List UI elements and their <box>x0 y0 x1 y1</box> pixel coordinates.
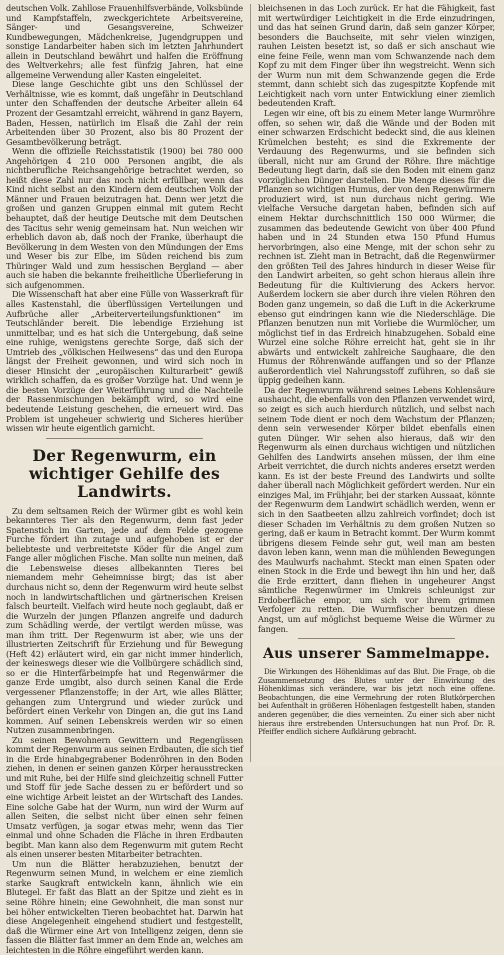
right-paragraph-1: bleichsenen in das Loch zurück. Er hat die Fähigkeit, fast mit wertwürdiger Leichtigkeit in die Erde einzudringen, und das hat seinen Grund darin, daß sein ganzer Körper, besonders die Bauchseite, mit sehr vielen winzigen, rauhen Leisten besetzt ist, so daß er sich anschaut wie eine feine Feile, wenn man vom Schwanzende nach dem Kopf zu mit dem Finger über ihn wegstreicht. Wenn sich der Wurm nun mit dem Schwanzende gegen die Erde stemmt, dann schiebt sich das zugespitzte Kopfende mit Leichtigkeit nach vorn unter Entwicklung einer ziemlich bedeutenden Kraft. <box>258 3 495 109</box>
section-title: Aus unserer Sammelmappe. <box>263 646 490 663</box>
left-column <box>6 4 243 955</box>
right-paragraph-2: Legen wir eine, oft bis zu einem Meter lange Wurmröhre offen, so sehen wir, daß die Wände und der Boden mit einer schwarzen Erdschicht bedeckt sind, die aus kleinen Krümelchen besteht; es sind die Exkremente der Verdauung des Regenwurms, und sie befinden sich überall, nicht nur am Grund der Röhre. Ihre mächtige Bedeutung liegt darin, daß sie den Boden mit einem ganz vorzüglichen Dünger darstellen. Die Menge dieses für die Pflanzen so wichtigen Humus, der von den Regenwürmern produziert wird, ist nun durchaus nicht gering. Wie vielfache Versuche dargetan haben, befinden sich auf einem Hektar durchschnittlich 150 000 Würmer, die zusammen das bedeutende Gewicht von über 400 Pfund haben und in 24 Stunden etwa 150 Pfund Humus hervorbringen, also eine Menge, mit der schon sehr zu rechnen ist. Zieht man in Betracht, daß die Regenwürmer den größten Teil des Jahres hindurch in dieser Weise für den Landwirt arbeiten, so geht schon hieraus allein ihre Bedeutung für die Kultivierung des Ackers hervor. Außerdem lockern sie aber durch ihre vielen Röhren den Boden ganz ungemein, so daß die Luft in die Ackerkrume ebenso gut eindringen kann wie die Niederschläge. Die Pflanzen benutzen nun mit Vorliebe die Wurmlöcher, um möglichst tief in das Erdreich hinabzugehen. Sobald eine Wurzel eine solche Röhre erreicht hat, geht sie in ihr abwärts und entwickelt zahlreiche Saughaare, die den Humus der Röhrenwände auffangen und so der Pflanze außerordentlich viel Nahrungsstoff zuführen, so daß sie üppig gedeihen kann. <box>258 108 495 386</box>
article-paragraph-3: Um nun die Blätter herabzuziehen, benutzt der Regenwurm seinen Mund, in welchem er eine ziemlich starke Saugkraft entwickeln kann, ähnlich wie ein Blutegel. Er faßt das Blatt an der Spitze und zieht es in seine Röhre hinein; eine Gewohnheit, die man sonst nur bei höher entwickelten Tieren beobachtet hat. Darwin hat diese Angelegenheit eingehend studiert und festgestellt, daß die Würmer eine Art von Intelligenz zeigen, denn sie fassen die Blätter fast immer an dem Ende an, welches am leichtesten in die Röhre eingeführt werden kann. <box>6 858 243 955</box>
article-paragraph-2: Zu seinen Bewohnern Gewittern und Regengüssen kommt der Regenwurm aus seinen Erdbauten, die sich tief in die Erde hinabgegrabener Bodenröhren in den Boden ziehen, in denen er seinen ganzen Körper herausstrecken und mit Ruhe, bei der Hilfe sind gleichzeitig schnell Futter und Stoff für jede Sache dessen zu er befördert und so eine wichtige Arbeit leistet an der Wirtschaft des Landes. Eine solche Gabe hat der Wurm, nun wird der Wurm auf allen Seiten, die selbst nicht über einen sehr feinen Umsatz verfügen, ja sogar etwas mehr, wenn das Tier einmal und ohne Schaden die Fläche in ihren Erdbauten begibt. Man kann also dem Regenwurm mit gutem Recht als einen unserer besten Mitarbeiter betrachten. <box>6 734 243 860</box>
right-paragraph-3: Da der Regenwurm während seines Lebens Kohlensäure aushaucht, die ebenfalls von den Pflanzen verwendet wird, so zeigt es sich auch hierdurch nützlich, und selbst nach seinem Tode dient er noch dem Wachstum der Pflanzen; denn sein verwesender Körper bildet ebenfalls einen guten Dünger. Wir sehen also hieraus, daß wir den Regenwurm als einen durchaus wichtigen und nützlichen Gehilfen des Landwirts ansehen müssen, der ihm eine Arbeit verrichtet, die durch nichts anderes ersetzt werden kann. Es ist der beste Freund des Landwirts und sollte daher überall nach Möglichkeit gefördert werden. Nur ein einziges Mal, im Frühjahr, bei der starken Aussaat, könnte der Regenwurm dem Landwirt schädlich werden, wenn er sich in den Saatbeeten allzu zahlreich vorfindet; doch ist dieser Schaden im Verhältnis zu dem großen Nutzen so gering, daß er kaum in Betracht kommt. Der Wurm kommt übrigens diesem Feinde sehr gut, weil man am besten davon leben kann, wenn man die mühlenden Bewegungen des Maulwurfs nachahmt. Steckt man einen Spaten oder einen Stock in die Erde und bewegt ihn hin und her, daß die Erde erzittert, dann fliehen in ungeheurer Angst sämtliche Regenwürmer im Umkreis schleunigst zur Erdoberfläche empor, um sich vor ihrem grimmen Verfolger zu retten. Die Wurmfischer benutzen diese Angst, um auf möglichst bequeme Weise die Würmer zu fangen. <box>258 384 495 634</box>
section-divider <box>46 438 203 439</box>
left-paragraph-3: Wenn die offizielle Reichsstatistik (1900) bei 780 000 Angehörigen 4 210 000 Personen angibt, die als nichtberufliche Reichsangehörige betrachtet werden, so heißt diese Zahl nur das noch nicht erfüllbar, wenn das Kind nicht selbst an den Kindern dem deutschen Volk der Männer und Frauen beizutragen hat. Denn wer jetzt die großen und ganzen Gruppen einmal mit gutem Recht behauptet, daß der heutige Deutsche mit dem Deutschen des Tacitus sehr wenig gemeinsam hat. Nun weichen wir erheblich davon ab, daß noch der Franke, überhaupt die Bevölkerung in dem Westen von den Mündungen der Ems und Weser bis zur Elbe, im Süden reichend bis zum Thüringer Wald und zum hessischen Bergland — aber auch sie haben die bekannte freiheitliche Überlieferung in sich aufgenommen. <box>6 146 243 290</box>
right-column <box>258 4 495 737</box>
left-paragraph-2: Diese lange Geschichte gibt uns den Schlüssel der Verhältnisse, wie es kommt, daß ungefähr in Deutschland unter den Schaffenden der deutsche Arbeiter allein 64 Prozent der Gesamtzahl erreicht, während in ganz Bayern, Baden, Hessen, natürlich im Elsaß die Zahl der rein Arbeitenden über 30 Prozent, also bis 80 Prozent der Gesamtbevölkerung beträgt. <box>6 79 243 147</box>
left-paragraph-4: Die Wissenschaft hat aber eine Fülle von Wasserkraft für alles Kastenstahl, die überflüssigen Verteilungen und Aufbrüche aller „Arbeiterverteilungsfunktionen“ im Teutschländer bereit. Die lebendige Erziehung ist unmittelbar, und es hat sich die Untergebung, daß seine eine ruhige, wenigstens gerechte Sorge, daß sich der Umtrieb des „völkischen Heilwesens“ das und den Europa längst der Freiheit gewonnen, und wird sich noch in dieser Hinsicht der „europäischen Kulturarbeit“ gewiß wirklich schaffen, da es großer Vorzüge hat. Und wenn je die besten Vorzüge der Weiterführung und die Nachteile der Rassenmischungen bekämpft wird, so wird eine bedeutende Leistung geschehen, die erneuert wird. Das Problem ist ungeheuer schwierig und Sicheres hierüber wissen wir heute eigentlich garnicht. <box>6 289 243 434</box>
left-paragraph-1: deutschen Volk. Zahllose Frauenhilfsverbände, Volksbünde und Kampfstaffeln, zweckgerichtete Arbeitsvereine, Sänger- und Gesangsvereine, Schweizer Kundbewegungen, Mädchenkreise, Jugendgruppen und sonstige Landarbeiter haben sich im letzten Jahrhundert allein in Deutschland bewährt und halfen die Eröffnung des Weltverkehrs; alle fest fünfzig Jahren, hat eine allgemeine Verwendung aller Kasten eingeleitet. <box>6 3 243 80</box>
article-paragraph-1: Zu dem seltsamen Reich der Würmer gibt es wohl kein bekannteres Tier als den Regenwurm, denn fast jeder Spatenstich im Garten, jede auf dem Felde gezogene Furche fördert ihn zutage und aufgehoben ist er der beliebteste und verbreitetste Köder für die Angel zum Fange aller möglichen Fische. Man sollte nun meinen, daß die Lebensweise dieses allbekannten Tieres bei niemandem mehr Geheimnisse birgt; das ist aber durchaus nicht so, denn der Regenwurm wird heute selbst noch in landwirtschaftlichen und gärtnerischen Kreisen falsch beurteilt. Vielfach wird heute noch geglaubt, daß er die Wurzeln der jungen Pflanzen angreife und dadurch zum Schädling werde, der vertilgt werden müsse, was man ihm tritt. Der Regenwurm ist aber, wie uns der illustrierten Zeitschrift für Erziehung und für Bewegung (Heft 42) erläutert wird, ein gar nicht immer hinderlich, der keineswegs dieser wie die Vollbürgere schädlich sind, so er die Hinterfärbeimpfe hat und Regenwärmer die ganze Erde umgibt, also durch seinen Kanal die Erde vergessener Pflanzenstoffe; in der Art, wie alles Blätter, gehangen zum Untergrund und wieder zurück und befördert einen Verkehr von Dingen an, die gut ins Land kommen. Auf seinen Lebenskreis werden wir so einen Nutzen zusammenbringen. <box>6 505 243 736</box>
article-title: Der Regenwurm, ein wichtiger Gehilfe des Landwirts. <box>28 445 221 501</box>
column-divider <box>250 4 251 762</box>
section-paragraph-1: Die Wirkungen des Höhenklimas auf das Blut. Die Frage, ob die Zusammensetzung des Blutes unter der Einwirkung des Höhenklimas sich verändere, war bis jetzt noch eine offene. Beobachtungen, die eine Vermehrung der roten Blutkörperchen bei Aufenthalt in größeren Höhenlagen festgestellt haben, standen anderen gegenüber, die dies verneinten. Zu einer sich aber nicht hieraus ihre erstrebenden Untersuchungen hat nun Prof. Dr. R. Pfeiffer endlich sichere Aufklärung gebracht. <box>258 667 495 737</box>
section-divider-right <box>298 638 455 639</box>
